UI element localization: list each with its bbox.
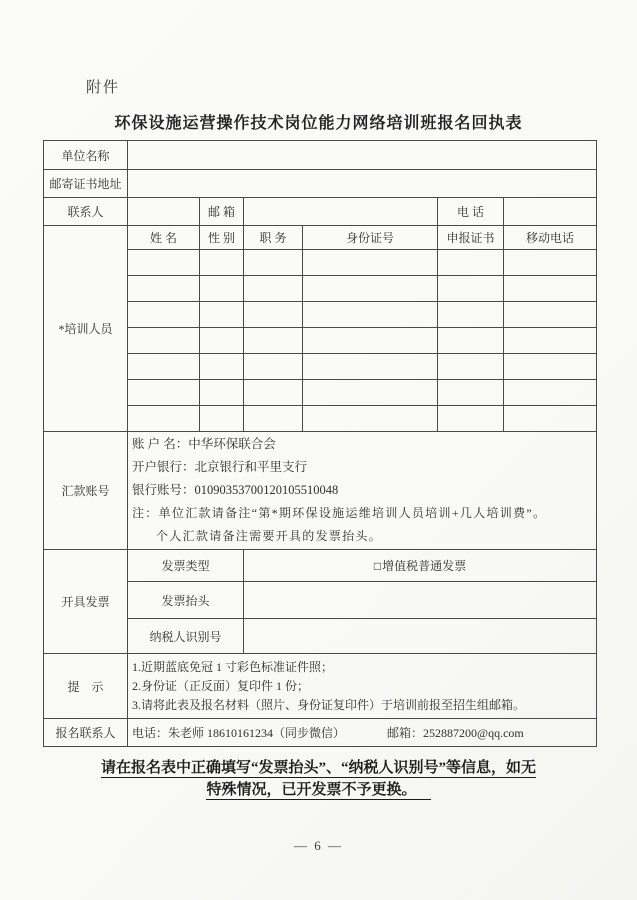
remittance-row	[44, 432, 597, 550]
unit-name-label: 单位名称	[44, 141, 128, 170]
trainee-cell	[303, 406, 438, 432]
col-header-job: 职 务	[244, 226, 303, 250]
trainee-cell	[504, 276, 597, 302]
footer-note-line2: 特殊情况，已开发票不予更换。	[206, 782, 430, 800]
trainee-cell	[200, 354, 244, 380]
phone-label: 电 话	[438, 198, 504, 226]
trainee-cell	[303, 328, 438, 354]
col-header-id-number: 身份证号	[303, 226, 438, 250]
remittance-note-line2: 个人汇款请备注需要开具的发票抬头。	[156, 529, 383, 543]
trainee-cell	[200, 328, 244, 354]
trainee-cell	[438, 380, 504, 406]
trainee-cell	[504, 328, 597, 354]
remittance-content	[128, 432, 597, 550]
phone-value-cell	[504, 198, 597, 226]
trainee-cell	[504, 302, 597, 328]
page-number: — 6 —	[294, 838, 343, 853]
invoice-type-value: 增值税普通发票	[382, 559, 467, 573]
contact-name-cell	[128, 198, 200, 226]
trainee-cell	[504, 380, 597, 406]
remittance-bank: 开户银行：北京银行和平里支行	[132, 460, 308, 474]
remittance-label: 汇款账号	[44, 432, 128, 550]
col-header-name: 姓 名	[128, 226, 200, 250]
trainee-cell	[438, 406, 504, 432]
unit-name-row	[44, 141, 597, 170]
trainee-cell	[128, 354, 200, 380]
trainee-cell	[244, 380, 303, 406]
attachment-label: 附件	[86, 80, 121, 96]
contact-row	[44, 198, 597, 226]
trainees-label: *培训人员	[44, 226, 128, 432]
trainee-cell	[244, 328, 303, 354]
registration-contact-label: 报名联系人	[44, 719, 128, 747]
taxpayer-id-label: 纳税人识别号	[128, 619, 244, 654]
tips-item-3: 3.请将此表及报名材料（照片、身份证复印件）于培训前报至招生组邮箱。	[132, 697, 526, 712]
mail-address-row	[44, 170, 597, 198]
trainee-cell	[303, 250, 438, 276]
mail-address-label: 邮寄证书地址	[44, 170, 128, 198]
contact-label: 联系人	[44, 198, 128, 226]
registration-contact-content	[128, 719, 597, 747]
tips-label: 提 示	[44, 654, 128, 719]
tips-item-1: 1.近期蓝底免冠 1 寸彩色标准证件照；	[132, 659, 334, 674]
checkbox-icon: □	[373, 559, 382, 573]
invoice-label: 开具发票	[44, 550, 128, 654]
trainee-cell	[128, 302, 200, 328]
form-title: 环保设施运营操作技术岗位能力网络培训班报名回执表	[114, 115, 523, 132]
trainee-cell	[303, 380, 438, 406]
trainee-cell	[244, 354, 303, 380]
footer-note	[0, 757, 637, 801]
col-header-mobile: 移动电话	[504, 226, 597, 250]
trainee-header-row	[44, 226, 597, 250]
trainee-cell	[128, 328, 200, 354]
tips-row	[44, 654, 597, 719]
trainee-cell	[128, 276, 200, 302]
remittance-account-number: 银行账号：01090353700120105510048	[132, 483, 339, 497]
trainee-cell	[504, 250, 597, 276]
trainee-cell	[504, 354, 597, 380]
trainee-cell	[200, 302, 244, 328]
invoice-type-value-cell	[244, 550, 597, 582]
trainee-cell	[438, 302, 504, 328]
tips-content	[128, 654, 597, 719]
trainee-cell	[303, 302, 438, 328]
trainee-cell	[128, 250, 200, 276]
trainee-cell	[128, 406, 200, 432]
trainee-cell	[504, 406, 597, 432]
invoice-title-label: 发票抬头	[128, 582, 244, 619]
trainee-cell	[244, 250, 303, 276]
registration-contact-row	[44, 719, 597, 747]
trainee-cell	[438, 354, 504, 380]
tips-item-2: 2.身份证（正反面）复印件 1 份；	[132, 678, 310, 693]
trainee-cell	[244, 406, 303, 432]
trainee-cell	[200, 250, 244, 276]
email-label: 邮 箱	[200, 198, 244, 226]
registration-table	[43, 140, 597, 747]
invoice-type-label: 发票类型	[128, 550, 244, 582]
mail-address-value-cell	[128, 170, 597, 198]
col-header-gender: 性 别	[200, 226, 244, 250]
trainee-cell	[303, 354, 438, 380]
remittance-account-name: 账 户 名：中华环保联合会	[132, 437, 276, 451]
trainee-cell	[128, 380, 200, 406]
col-header-certificate: 申报证书	[438, 226, 504, 250]
trainee-cell	[303, 276, 438, 302]
trainee-cell	[200, 406, 244, 432]
footer-note-line1: 请在报名表中正确填写“发票抬头”、“纳税人识别号”等信息，如无	[100, 760, 536, 776]
invoice-title-value-cell	[244, 582, 597, 619]
trainee-cell	[200, 276, 244, 302]
unit-name-value-cell	[128, 141, 597, 170]
remittance-note-line1: 注：单位汇款请备注“第*期环保设施运维培训人员培训+几人培训费”。	[132, 506, 547, 520]
trainee-cell	[200, 380, 244, 406]
registration-contact-phone: 电话：朱老师 18610161234（同步微信）	[132, 726, 346, 740]
trainee-cell	[244, 302, 303, 328]
trainee-cell	[438, 276, 504, 302]
trainee-cell	[438, 328, 504, 354]
registration-contact-email: 邮箱：252887200@qq.com	[387, 726, 524, 740]
taxpayer-id-value-cell	[244, 619, 597, 654]
invoice-type-row	[44, 550, 597, 582]
trainee-cell	[438, 250, 504, 276]
email-value-cell	[244, 198, 438, 226]
trainee-cell	[244, 276, 303, 302]
